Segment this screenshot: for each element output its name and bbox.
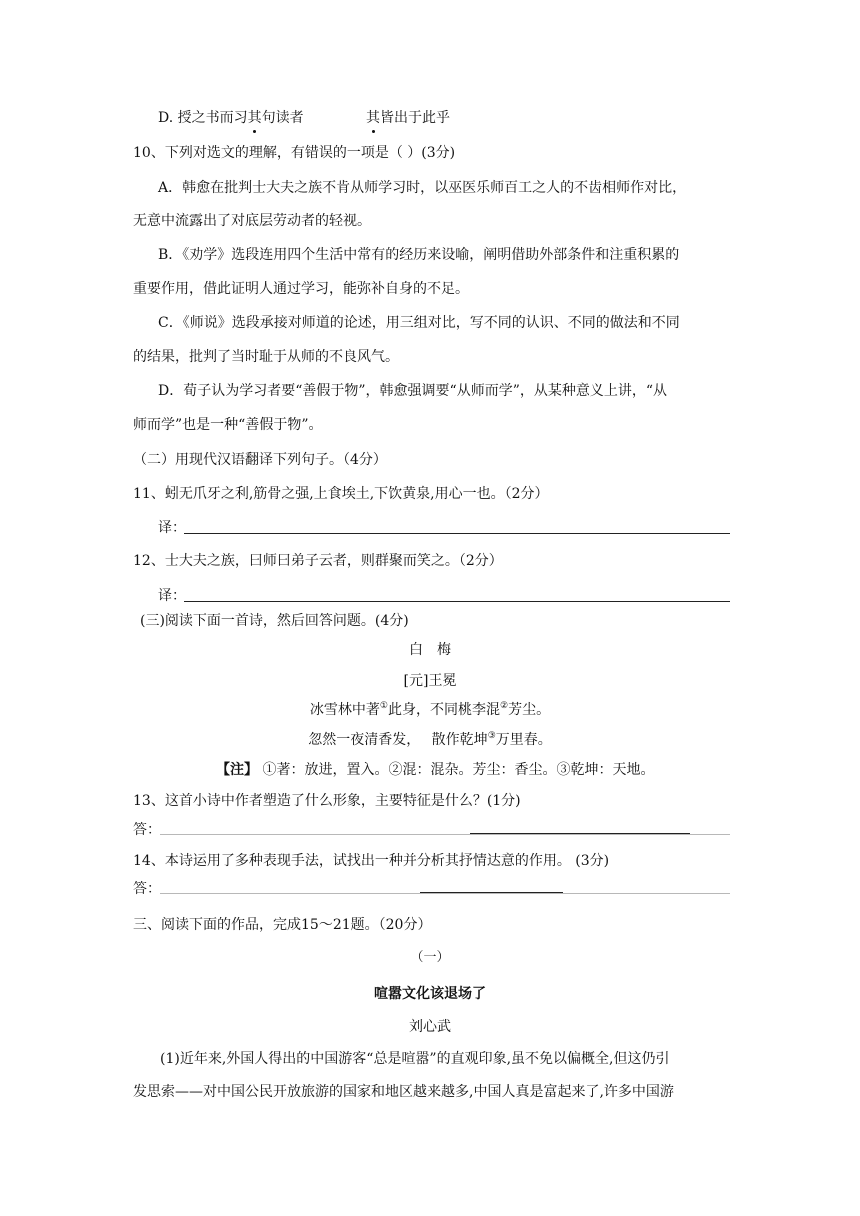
q11-answer-line[interactable] [184,533,730,534]
section3-heading: (三)阅读下面一首诗，然后回答问题。(4分) [140,613,409,629]
poem-note [216,760,654,780]
q10-option-a-line2: 无意中流露出了对底层劳动者的轻视。 [133,213,371,229]
q9-option-d [158,108,304,128]
footnote-mark-2: ② [500,701,509,711]
section2-heading: （二）用现代汉语翻译下列句子。（4分） [133,452,387,468]
poem-title: 白 梅 [409,642,451,658]
q10-option-d-line1: D．荀子认为学习者要“善假于物”，韩愈强调要“从师而学”，从某种意义上讲，“从 [158,383,668,399]
q9-option-d-left-pre: 授之书而习 [177,110,248,126]
footnote-mark-1: ① [379,701,388,711]
q11-text: 11、蚓无爪牙之利,筋骨之强,上食埃土,下饮黄泉,用心一也。（2分） [133,486,549,502]
poem-author: [元]王冕 [403,673,457,689]
q9-option-d-left-dotted: 其 [247,110,262,126]
article-para1-line1: (1)近年来,外国人得出的中国游客“总是喧嚣”的直观印象,虽不免以偏概全,但这仍引 [160,1051,670,1067]
q14-answer-line-dark [420,892,563,893]
q9-option-d-label: D. [158,110,174,126]
q10-option-d-line2: 师而学”也是一种“善假于物”。 [133,417,323,433]
article-title: 喧嚣文化该退场了 [374,986,486,1002]
poem-line2-a: 忽然一夜清香发， 散作乾坤 [308,732,488,748]
poem-note-text: ①著：放进，置入。②混：混杂。芳尘：香尘。③乾坤：天地。 [262,762,655,778]
q12-text: 12、士大夫之族，曰师曰弟子云者，则群聚而笑之。（2分） [133,553,503,569]
q10-option-c-line2: 的结果，批判了当时耻于从师的不良风气。 [133,349,399,365]
q13-answer-line-dark [470,833,690,834]
q12-answer-line[interactable] [184,601,730,602]
poem-line1-a: 冰雪林中著 [309,702,380,718]
q12-answer-label: 译： [158,588,186,604]
poem-line2 [0,730,860,750]
q13-text: 13、这首小诗中作者塑造了什么形象，主要特征是什么？(1分) [133,793,521,809]
article-para1-line2: 发思索——对中国公民开放旅游的国家和地区越来越多,中国人真是富起来了,许多中国游 [133,1084,674,1100]
q11-answer-label: 译： [158,520,186,536]
q14-answer-line[interactable] [160,893,730,894]
poem-line1 [0,700,860,720]
q9-option-d-left-post: 句读者 [261,110,304,126]
poem-line2-b: 万里春。 [495,732,552,748]
footnote-mark-3: ③ [487,731,496,741]
q10-option-c-line1: C．《师说》选段承接对师道的论述，用三组对比，写不同的认识、不同的做法和不同 [158,315,680,331]
article-author: 刘心武 [409,1019,451,1035]
part3-subheading: （一） [410,950,450,965]
part3-heading: 三、阅读下面的作品，完成15～21题。（20分） [133,917,432,933]
q10-stem: 10、下列对选文的理解，有错误的一项是（ ）(3分) [133,145,456,161]
q10-option-a-line1: A．韩愈在批判士大夫之族不肯从师学习时，以巫医乐师百工之人的不齿相师作对比， [158,180,687,196]
q14-answer-label: 答： [133,881,161,897]
q9-option-d-right-post: 皆出于此乎 [380,110,450,126]
q9-option-d-right-dotted: 其 [366,110,380,126]
poem-note-label: 【注】 [216,762,258,778]
q13-answer-label: 答： [133,822,161,838]
q13-answer-line[interactable] [160,834,730,835]
q10-option-b-line1: B．《劝学》选段连用四个生活中常有的经历来设喻，阐明借助外部条件和注重积累的 [158,247,680,263]
q9-option-d-right [366,108,450,128]
q14-text: 14、本诗运用了多种表现手法，试找出一种并分析其抒情达意的作用。 (3分) [133,853,610,869]
poem-line1-b: 此身，不同桃李混 [388,702,500,718]
poem-line1-c: 芳尘。 [508,702,551,718]
q10-option-b-line2: 重要作用，借此证明人通过学习，能弥补自身的不足。 [133,281,469,297]
